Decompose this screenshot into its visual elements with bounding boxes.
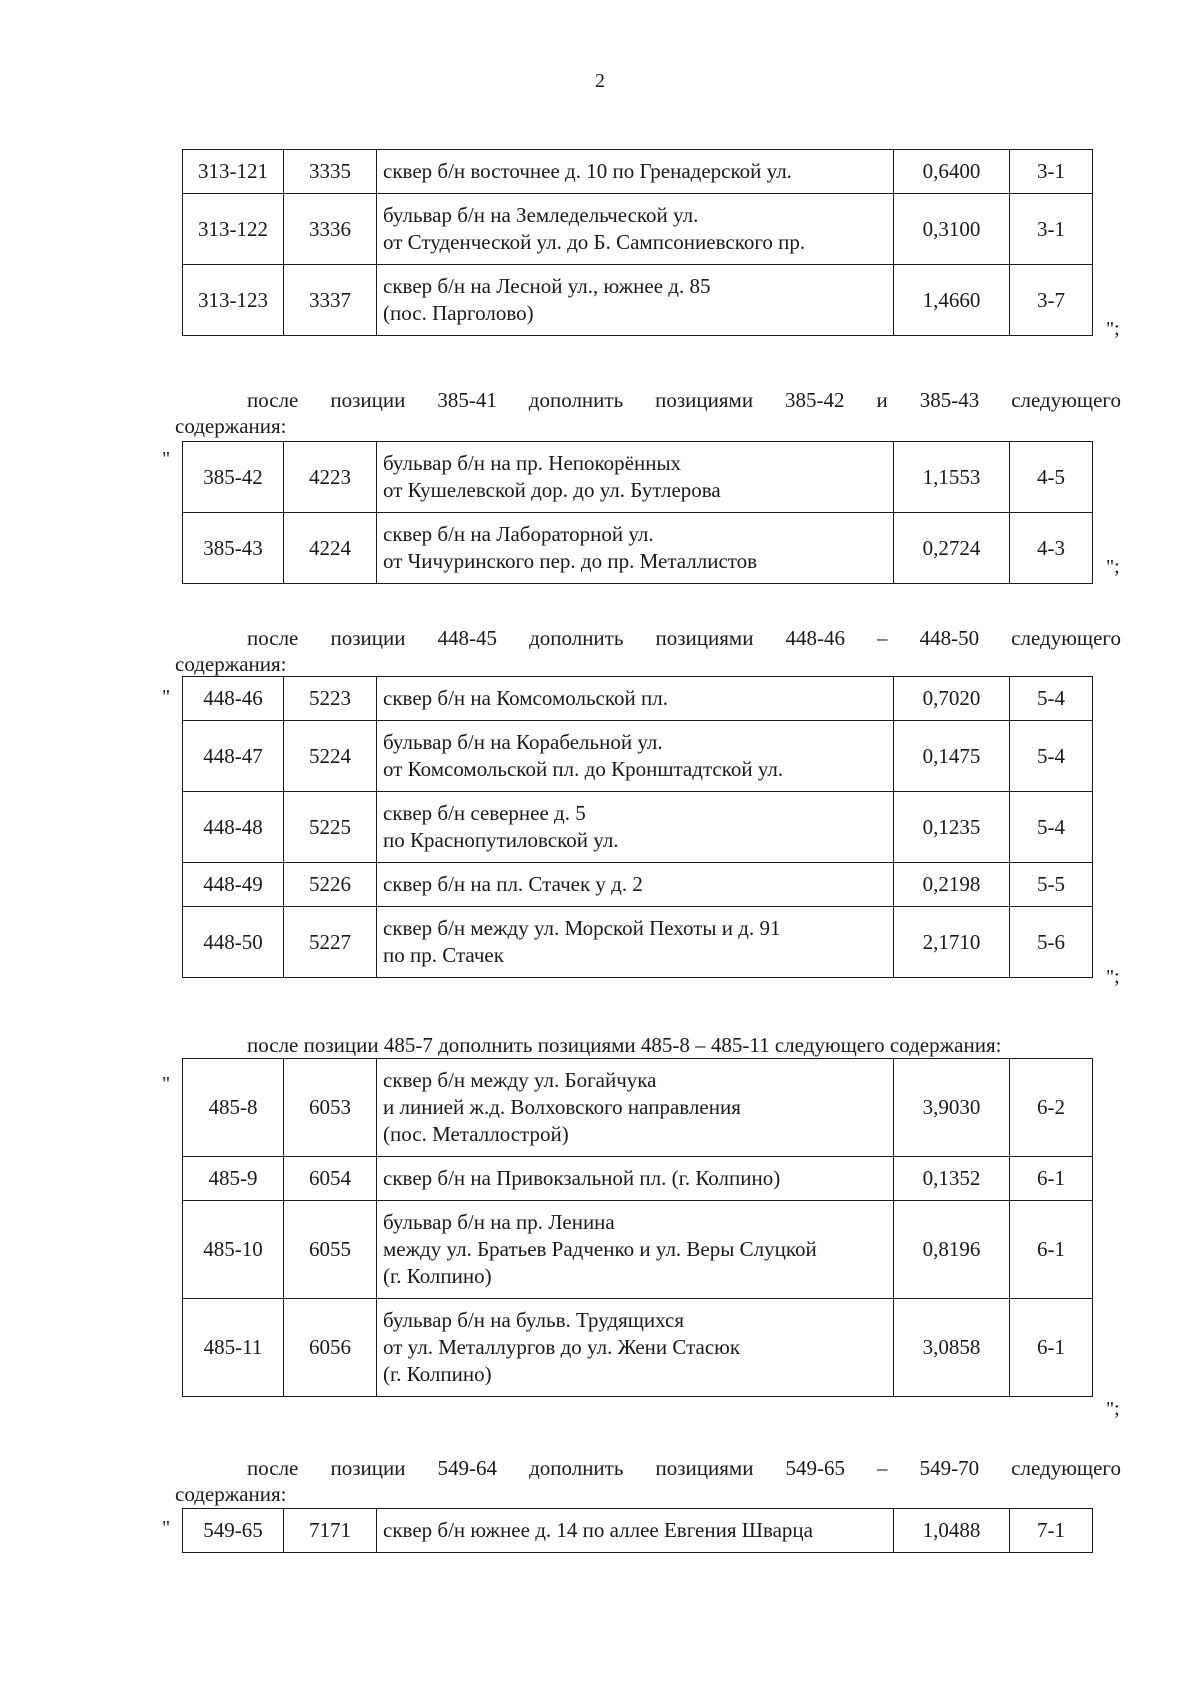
opening-quote: " xyxy=(162,1073,171,1095)
object-name-line: сквер б/н на пл. Стачек у д. 2 xyxy=(383,872,643,896)
district-code-cell: 4-5 xyxy=(1010,442,1093,513)
object-code-cell: 3336 xyxy=(284,194,377,265)
object-name-line: по пр. Стачек xyxy=(383,943,504,967)
object-name-line: сквер б/н на Лесной ул., южнее д. 85 xyxy=(383,274,711,298)
table-row xyxy=(183,442,1093,513)
object-code-cell: 3335 xyxy=(284,150,377,194)
register-table-4 xyxy=(182,1058,1093,1397)
position-number-cell: 313-123 xyxy=(183,265,284,336)
closing-quote: "; xyxy=(1106,1398,1120,1420)
register-table-2 xyxy=(182,441,1093,584)
object-name-line: бульвар б/н на Земледельческой ул. xyxy=(383,203,699,227)
object-name-cell xyxy=(377,442,894,513)
table-row xyxy=(183,194,1093,265)
table-row xyxy=(183,1157,1093,1201)
object-name-cell xyxy=(377,513,894,584)
object-name-cell xyxy=(377,265,894,336)
district-code-cell: 6-1 xyxy=(1010,1299,1093,1397)
area-cell: 2,1710 xyxy=(894,907,1010,978)
object-name-cell xyxy=(377,721,894,792)
object-name-cell xyxy=(377,863,894,907)
page-number: 2 xyxy=(595,70,605,92)
area-cell: 0,1475 xyxy=(894,721,1010,792)
paragraph-line: после позиции 485-7 дополнить позициями 485-8 – 485-11 следующего содержания: xyxy=(247,1033,1002,1057)
object-name-line: сквер б/н на Лабораторной ул. xyxy=(383,522,654,546)
table-row xyxy=(183,1299,1093,1397)
object-name-line: бульвар б/н на пр. Ленина xyxy=(383,1210,615,1234)
object-name-line: сквер б/н восточнее д. 10 по Гренадерской ул. xyxy=(383,159,792,183)
amendment-paragraph-549 xyxy=(175,1455,1121,1507)
position-number-cell: 549-65 xyxy=(183,1509,284,1553)
position-number-cell: 313-121 xyxy=(183,150,284,194)
position-number-cell: 485-11 xyxy=(183,1299,284,1397)
object-code-cell: 5223 xyxy=(284,677,377,721)
object-name-line: сквер б/н на Привокзальной пл. (г. Колпино) xyxy=(383,1166,781,1190)
position-number-cell: 385-42 xyxy=(183,442,284,513)
object-name-line: от Чичуринского пер. до пр. Металлистов xyxy=(383,549,758,573)
object-code-cell: 5225 xyxy=(284,792,377,863)
position-number-cell: 385-43 xyxy=(183,513,284,584)
amendment-paragraph-385 xyxy=(175,387,1121,439)
object-name-line: (пос. Металлострой) xyxy=(383,1122,569,1146)
object-name-line: и линией ж.д. Волховского направления xyxy=(383,1095,741,1119)
object-code-cell: 5226 xyxy=(284,863,377,907)
object-name-line: (пос. Парголово) xyxy=(383,301,534,325)
district-code-cell: 6-2 xyxy=(1010,1059,1093,1157)
closing-quote: "; xyxy=(1106,556,1120,578)
area-cell: 3,0858 xyxy=(894,1299,1010,1397)
paragraph-line: содержания: xyxy=(175,652,287,676)
area-cell: 0,7020 xyxy=(894,677,1010,721)
object-code-cell: 4224 xyxy=(284,513,377,584)
opening-quote: " xyxy=(162,686,171,708)
table-row xyxy=(183,513,1093,584)
area-cell: 1,4660 xyxy=(894,265,1010,336)
position-number-cell: 485-10 xyxy=(183,1201,284,1299)
position-number-cell: 448-47 xyxy=(183,721,284,792)
area-cell: 0,1352 xyxy=(894,1157,1010,1201)
register-table-3 xyxy=(182,676,1093,978)
table-row xyxy=(183,150,1093,194)
object-name-line: по Краснопутиловской ул. xyxy=(383,828,619,852)
district-code-cell: 3-7 xyxy=(1010,265,1093,336)
position-number-cell: 485-9 xyxy=(183,1157,284,1201)
opening-quote: " xyxy=(162,448,171,470)
table-row xyxy=(183,721,1093,792)
amendment-paragraph-485 xyxy=(175,1032,1121,1058)
object-name-cell xyxy=(377,1059,894,1157)
object-code-cell: 7171 xyxy=(284,1509,377,1553)
district-code-cell: 3-1 xyxy=(1010,194,1093,265)
district-code-cell: 5-5 xyxy=(1010,863,1093,907)
object-name-line: от Кушелевской дор. до ул. Бутлерова xyxy=(383,478,721,502)
area-cell: 0,1235 xyxy=(894,792,1010,863)
object-code-cell: 5227 xyxy=(284,907,377,978)
district-code-cell: 6-1 xyxy=(1010,1157,1093,1201)
object-name-line: бульвар б/н на Корабельной ул. xyxy=(383,730,663,754)
district-code-cell: 4-3 xyxy=(1010,513,1093,584)
object-name-line: от Студенческой ул. до Б. Сампсониевского пр. xyxy=(383,230,806,254)
paragraph-line: содержания: xyxy=(175,414,287,438)
opening-quote: " xyxy=(162,1517,171,1539)
register-table-5 xyxy=(182,1508,1093,1553)
register-table-1 xyxy=(182,149,1093,336)
area-cell: 0,2724 xyxy=(894,513,1010,584)
table-row xyxy=(183,1059,1093,1157)
district-code-cell: 3-1 xyxy=(1010,150,1093,194)
object-code-cell: 3337 xyxy=(284,265,377,336)
object-name-cell xyxy=(377,677,894,721)
object-code-cell: 6053 xyxy=(284,1059,377,1157)
district-code-cell: 5-4 xyxy=(1010,721,1093,792)
position-number-cell: 485-8 xyxy=(183,1059,284,1157)
table-row xyxy=(183,1509,1093,1553)
table-row xyxy=(183,792,1093,863)
table-row xyxy=(183,265,1093,336)
area-cell: 1,0488 xyxy=(894,1509,1010,1553)
district-code-cell: 5-4 xyxy=(1010,677,1093,721)
object-name-line: бульвар б/н на пр. Непокорённых xyxy=(383,451,682,475)
table-row xyxy=(183,677,1093,721)
area-cell: 0,2198 xyxy=(894,863,1010,907)
position-number-cell: 448-48 xyxy=(183,792,284,863)
object-name-line: от Комсомольской пл. до Кронштадтской ул. xyxy=(383,757,784,781)
closing-quote: "; xyxy=(1106,966,1120,988)
object-code-cell: 6054 xyxy=(284,1157,377,1201)
amendment-paragraph-448 xyxy=(175,625,1121,677)
object-name-cell xyxy=(377,1201,894,1299)
table-row xyxy=(183,907,1093,978)
paragraph-line: после позиции 549-64 дополнить позициями 549-65 – 549-70 следующего xyxy=(247,1456,1121,1480)
paragraph-line: содержания: xyxy=(175,1482,287,1506)
area-cell: 1,1553 xyxy=(894,442,1010,513)
closing-quote: "; xyxy=(1106,318,1120,340)
area-cell: 0,8196 xyxy=(894,1201,1010,1299)
object-name-line: сквер б/н южнее д. 14 по аллее Евгения Шварца xyxy=(383,1518,813,1542)
object-name-line: сквер б/н между ул. Богайчука xyxy=(383,1068,657,1092)
object-name-cell xyxy=(377,150,894,194)
object-name-line: (г. Колпино) xyxy=(383,1362,492,1386)
object-name-line: бульвар б/н на бульв. Трудящихся xyxy=(383,1308,685,1332)
position-number-cell: 448-50 xyxy=(183,907,284,978)
table-row xyxy=(183,1201,1093,1299)
position-number-cell: 448-49 xyxy=(183,863,284,907)
object-code-cell: 6055 xyxy=(284,1201,377,1299)
table-row xyxy=(183,863,1093,907)
area-cell: 0,6400 xyxy=(894,150,1010,194)
object-name-cell xyxy=(377,194,894,265)
district-code-cell: 5-4 xyxy=(1010,792,1093,863)
object-name-line: от ул. Металлургов до ул. Жени Стасюк xyxy=(383,1335,741,1359)
object-name-cell xyxy=(377,792,894,863)
object-code-cell: 6056 xyxy=(284,1299,377,1397)
object-name-line: сквер б/н севернее д. 5 xyxy=(383,801,586,825)
paragraph-line: после позиции 448-45 дополнить позициями 448-46 – 448-50 следующего xyxy=(247,626,1121,650)
district-code-cell: 6-1 xyxy=(1010,1201,1093,1299)
paragraph-line: после позиции 385-41 дополнить позициями 385-42 и 385-43 следующего xyxy=(247,388,1121,412)
object-name-line: сквер б/н на Комсомольской пл. xyxy=(383,686,668,710)
object-name-cell xyxy=(377,1157,894,1201)
area-cell: 3,9030 xyxy=(894,1059,1010,1157)
object-name-line: сквер б/н между ул. Морской Пехоты и д. 91 xyxy=(383,916,781,940)
district-code-cell: 7-1 xyxy=(1010,1509,1093,1553)
object-name-cell xyxy=(377,1509,894,1553)
object-name-cell xyxy=(377,907,894,978)
position-number-cell: 313-122 xyxy=(183,194,284,265)
object-code-cell: 5224 xyxy=(284,721,377,792)
object-name-line: (г. Колпино) xyxy=(383,1264,492,1288)
object-name-line: между ул. Братьев Радченко и ул. Веры Слуцкой xyxy=(383,1237,817,1261)
object-name-cell xyxy=(377,1299,894,1397)
object-code-cell: 4223 xyxy=(284,442,377,513)
district-code-cell: 5-6 xyxy=(1010,907,1093,978)
area-cell: 0,3100 xyxy=(894,194,1010,265)
position-number-cell: 448-46 xyxy=(183,677,284,721)
